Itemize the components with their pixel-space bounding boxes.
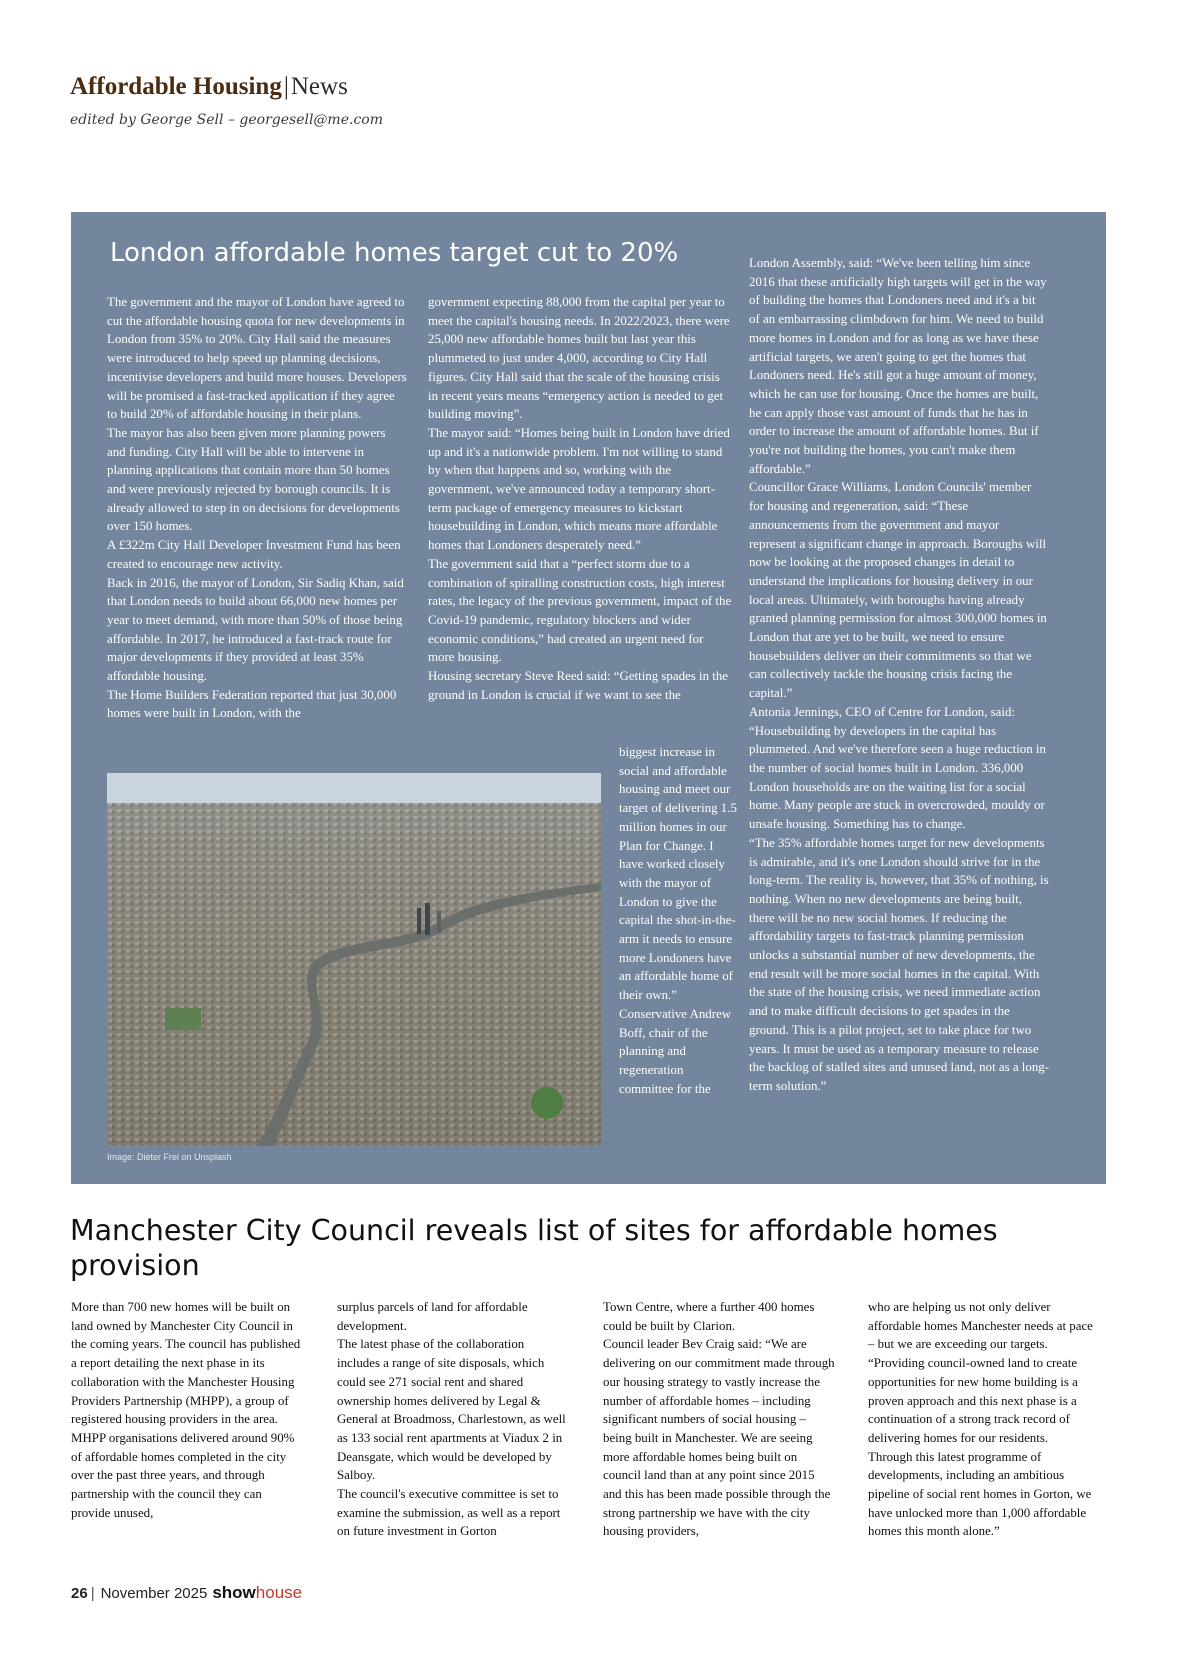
paragraph: Through this latest programme of developments, including an ambitious pipeline of social rent homes in Gorton, we have unlocked more than 1,000 affordable homes this month alone.” — [868, 1449, 1092, 1539]
paragraph: Housing secretary Steve Reed said: “Getting spades in the ground in London is crucial if we want to see the — [428, 669, 728, 702]
page-header — [70, 72, 383, 128]
paragraph: government expecting 88,000 from the capital per year to meet the capital's housing needs. In 2022/2023, there were 25,000 new affordable homes built but last year this plummeted to just under 4,000, according to City Hall figures. City Hall said that the scale of the housing crisis in recent years means “emergency action is needed to get building moving”. — [428, 295, 730, 422]
london-column-2 — [428, 293, 733, 704]
london-column-2-continued — [619, 743, 737, 1098]
paragraph: Conservative Andrew Boff, chair of the planning and regeneration committee for the — [619, 1006, 732, 1096]
paragraph: The government and the mayor of London have agreed to cut the affordable housing quota for new developments in London from 35% to 20%. City Hall said the measures were introduced to help speed up planning decisions, incentivise developers and build more houses. Developers will be promised a fast-tracked application if they agree to build 20% of affordable housing in their plans. — [107, 295, 407, 422]
paragraph: London Assembly, said: “We've been telling him since 2016 that these artificially high targets will get in the way of building the homes that Londoners need and it's a bit of an embarrassing climbdown for him. We need to build more homes in London and for as long as we have these artificial targets, we aren't going to get the homes that Londoners need. He's still got a huge amount of money, which he can use for housing. Once the homes are built, he can apply those vast amount of funds that he has in order to increase the amount of affordable homes. But if you're not building the homes, you can't make them affordable.” — [749, 256, 1047, 476]
london-article-box — [71, 212, 1106, 1184]
london-aerial-photo — [107, 773, 601, 1146]
paragraph: A £322m City Hall Developer Investment Fund has been created to encourage new activity. — [107, 538, 401, 571]
manchester-column-4 — [868, 1298, 1100, 1541]
section-title — [70, 72, 383, 102]
paragraph: Town Centre, where a further 400 homes could be built by Clarion. — [603, 1300, 815, 1333]
manchester-article-title: Manchester City Council reveals list of sites for affordable homes provision — [70, 1214, 998, 1282]
paragraph: The government said that a “perfect storm due to a combination of spiralling construction costs, high interest rates, the legacy of the previous government, impact of the Covid-19 pandemic, regulatory blockers and wider economic conditions,” had created an urgent need for more housing. — [428, 556, 732, 665]
magazine-logo-house: house — [255, 1583, 303, 1602]
london-article-title: London affordable homes target cut to 20% — [110, 238, 679, 268]
paragraph: The Home Builders Federation reported that just 30,000 homes were built in London, with the — [107, 687, 397, 721]
paragraph: Councillor Grace Williams, London Councils' member for housing and regeneration, said: “These announcements from the government and mayor represent a significant change in approach. Boroughs will now be looking at the proposed changes in detail to understand the implications for housing delivery in our local areas. Ultimately, with boroughs having already granted planning permission for almost 300,000 homes in London that are yet to be built, we need to ensure housebuilders deliver on their commitments so that we can collectively tackle the housing crisis facing the capital.” — [749, 480, 1047, 701]
paragraph: Back in 2016, the mayor of London, Sir Sadiq Khan, said that London needs to build about 66,000 new homes per year to meet demand, with more than 50% of those being affordable. In 2017, he introduced a fast-track route for major developments if they provided at least 35% affordable housing. — [107, 575, 404, 684]
image-credit: Image: Dieter Frei on Unsplash — [107, 1152, 232, 1162]
paragraph: Council leader Bev Craig said: “We are delivering on our commitment made through our housing strategy to vastly increase the number of affordable homes – including significant numbers of social housing – being built in Manchester. We are seeing more affordable homes being built on council land than at any point since 2015 and this has been made possible through the strong partnership we have with the city housing providers, — [603, 1337, 835, 1539]
paragraph: “Providing council-owned land to create opportunities for new home building is a proven approach and this next phase is a continuation of a strong track record of delivering homes for our residents. — [868, 1356, 1078, 1445]
paragraph: surplus parcels of land for affordable development. — [337, 1300, 528, 1333]
manchester-column-1 — [71, 1298, 303, 1522]
paragraph: “The 35% affordable homes target for new developments is admirable, and it's one London should strive for in the long-term. The reality is, however, that 35% of nothing, is nothing. When no new developments are being built, there will be no new social homes. If reducing the affordability targets to fast-track planning permission unlocks a substantial number of new developments, the end result will be more social homes in the capital. With the state of the housing crisis, we need immediate action and to make difficult decisions to get spades in the ground. This is a pilot project, set to take place for two years. It must be used as a temporary measure to release the backlog of stalled sites and unused land, not as a long-term solution.” — [749, 835, 1049, 1093]
paragraph: More than 700 new homes will be built on land owned by Manchester City Council in the coming years. The council has published a report detailing the next phase in its collaboration with the Manchester Housing Providers Partnership (MHPP), a group of registered housing providers in the area. — [71, 1300, 301, 1427]
london-column-3 — [749, 254, 1049, 1096]
paragraph: Antonia Jennings, CEO of Centre for London, said: “Housebuilding by developers in the capital has plummeted. And we've therefore seen a huge reduction in the number of social homes built in London. 336,000 London households are on the waiting list for a social home. Many people are stuck in overcrowded, mouldy or unsafe housing. Something has to change. — [749, 704, 1046, 832]
page-footer — [71, 1583, 302, 1603]
subsection-name: News — [290, 73, 348, 100]
paragraph: The council's executive committee is set to examine the submission, as well as a report on future investment in Gorton — [337, 1487, 561, 1539]
section-name: Affordable Housing — [70, 73, 282, 100]
aerial-city-illustration — [107, 773, 601, 1146]
issue-date: November 2025 — [100, 1585, 208, 1602]
paragraph: biggest increase in social and affordable housing and meet our target of delivering 1.5 million homes in our Plan for Change. I have worked closely with the mayor of London to give the capital the shot-in-the-arm it needs to ensure more Londoners have an affordable home of their own.” — [619, 745, 737, 1003]
title-separator: | — [283, 73, 289, 100]
editor-byline: edited by George Sell – georgesell@me.com — [70, 112, 383, 128]
page-number: 26 — [71, 1585, 88, 1602]
paragraph: The latest phase of the collaboration includes a range of site disposals, which could see 271 social rent and shared ownership homes delivered by Legal & General at Broadmoss, Charlestown, as well as 133 social rent apartments at Viadux 2 in Deansgate, which would be developed by Salboy. — [337, 1337, 566, 1483]
paragraph: The mayor said: “Homes being built in London have dried up and it's a nationwide problem. I'm not willing to stand by when that happens and so, working with the government, we've announced today a temporary short-term package of emergency measures to kickstart housebuilding in London, which means more affordable homes that Londoners desperately need.” — [428, 425, 730, 553]
manchester-column-3 — [603, 1298, 835, 1541]
paragraph: MHPP organisations delivered around 90% of affordable homes completed in the city over the past three years, and through partnership with the council they can provide unused, — [71, 1430, 295, 1520]
london-column-1 — [107, 293, 407, 723]
paragraph: who are helping us not only deliver affordable homes Manchester needs at pace – but we are exceeding our targets. — [868, 1300, 1093, 1352]
paragraph: The mayor has also been given more planning powers and funding. City Hall will be able to intervene in planning applications that contain more than 50 homes and were previously rejected by borough councils. It is already allowed to step in on decisions for developments over 150 homes. — [107, 425, 400, 534]
magazine-logo-show: show — [212, 1583, 256, 1602]
footer-separator: | — [90, 1585, 95, 1602]
manchester-column-2 — [337, 1298, 569, 1541]
